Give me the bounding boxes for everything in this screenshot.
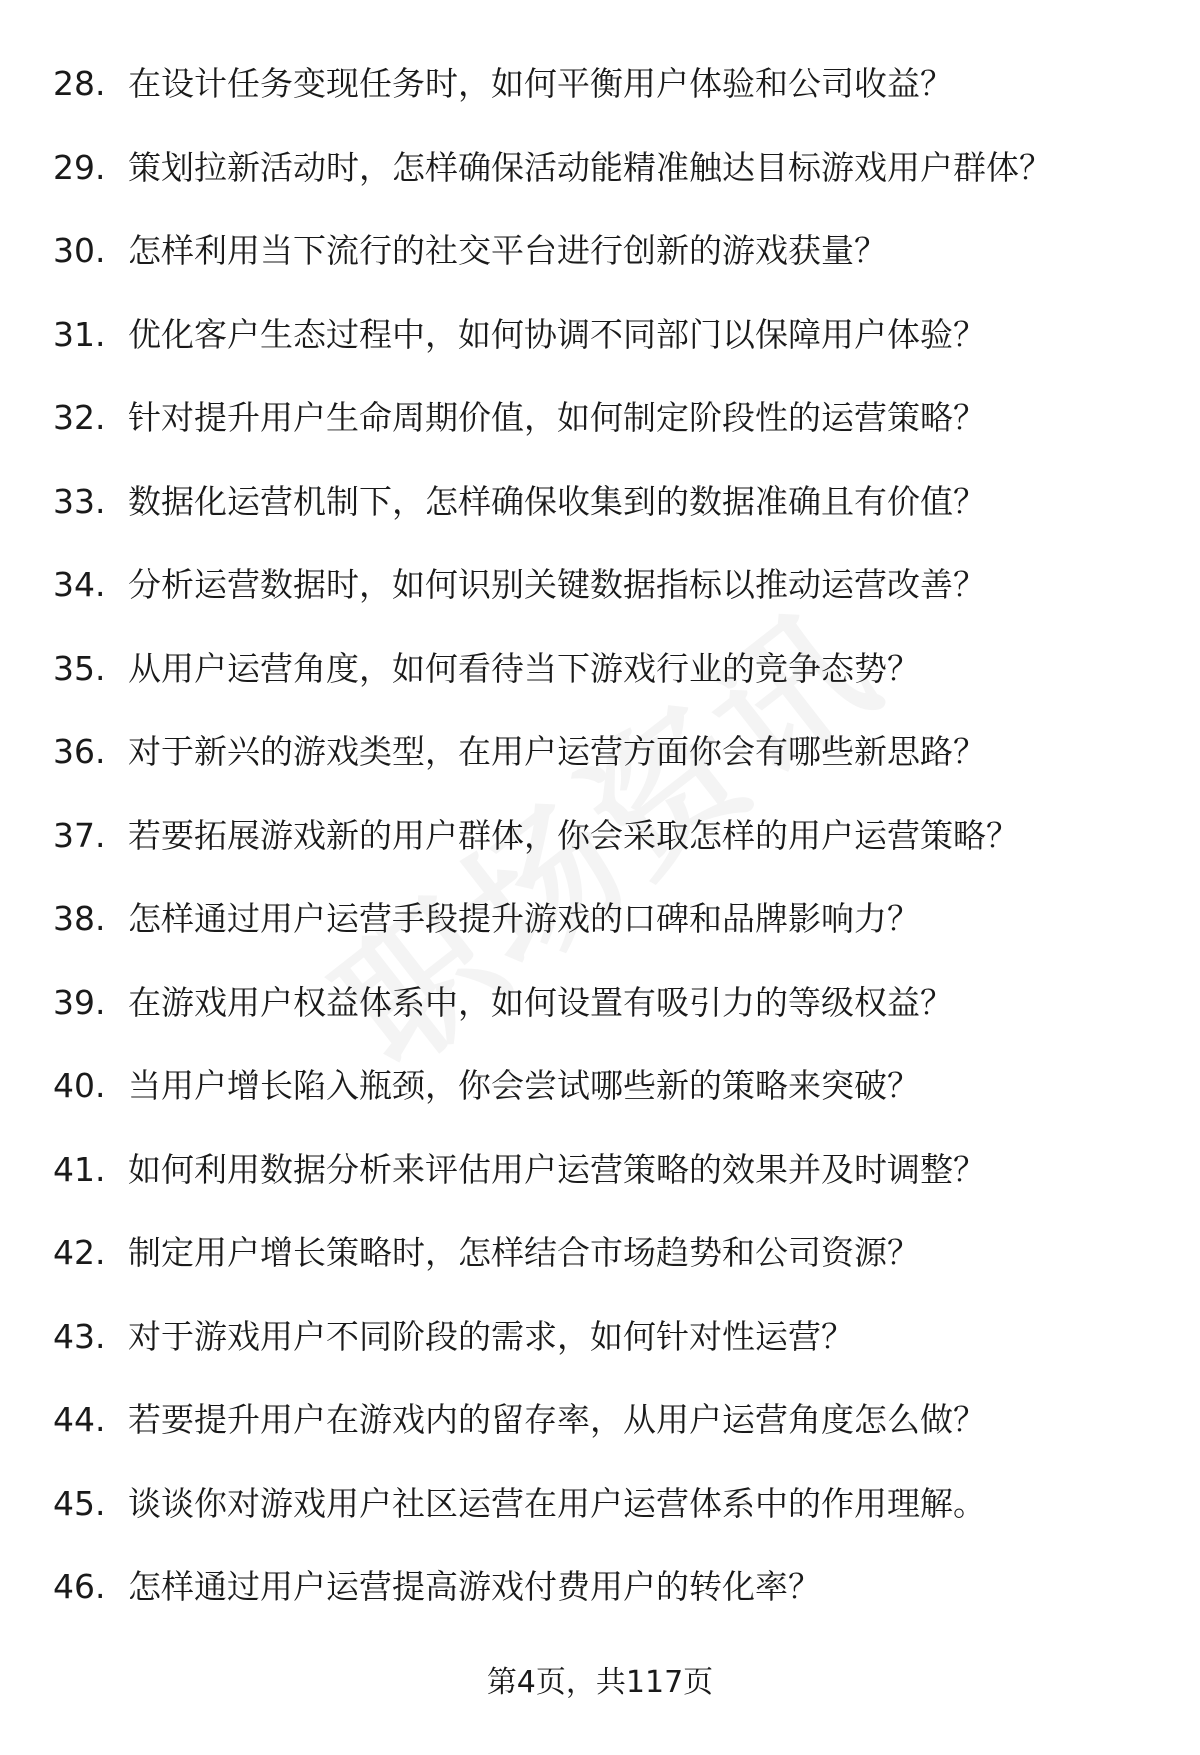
question-text: 从用户运营角度，如何看待当下游戏行业的竞争态势？: [128, 648, 920, 688]
question-text: 怎样通过用户运营手段提升游戏的口碑和品牌影响力？: [128, 899, 920, 938]
question-number: 33.: [53, 481, 106, 521]
question-text: 当用户增长陷入瓶颈，你会尝试哪些新的策略来突破？: [128, 1066, 920, 1105]
question-text: 若要拓展游戏新的用户群体，你会采取怎样的用户运营策略？: [128, 815, 1019, 855]
question-number: 28.: [53, 64, 106, 103]
list-item: [0, 556, 1200, 640]
list-item: [0, 1391, 1200, 1475]
question-number: 38.: [53, 899, 106, 938]
list-item: [0, 389, 1200, 473]
question-text: 优化客户生态过程中，如何协调不同部门以保障用户体验？: [128, 314, 986, 354]
list-item: [0, 1057, 1200, 1141]
question-text: 策划拉新活动时，怎样确保活动能精准触达目标游戏用户群体？: [128, 147, 1052, 187]
question-text: 分析运营数据时，如何识别关键数据指标以推动运营改善？: [128, 565, 986, 604]
list-item: [0, 306, 1200, 390]
list-item: [0, 473, 1200, 557]
question-number: 44.: [53, 1400, 106, 1439]
question-text: 在设计任务变现任务时，如何平衡用户体验和公司收益？: [128, 64, 953, 103]
question-text: 怎样通过用户运营提高游戏付费用户的转化率？: [128, 1567, 821, 1606]
question-number: 36.: [53, 732, 106, 771]
page-number-label: 第4页，共117页: [486, 1665, 714, 1700]
question-number: 31.: [53, 314, 106, 354]
question-number: 34.: [53, 565, 106, 604]
question-number: 37.: [53, 815, 106, 855]
list-item: [0, 807, 1200, 891]
question-text: 制定用户增长策略时，怎样结合市场趋势和公司资源？: [128, 1233, 920, 1272]
question-number: 41.: [53, 1149, 106, 1189]
list-item: [0, 1475, 1200, 1559]
question-number: 45.: [53, 1483, 106, 1523]
question-text: 如何利用数据分析来评估用户运营策略的效果并及时调整？: [128, 1149, 986, 1189]
question-number: 40.: [53, 1066, 106, 1105]
question-text: 针对提升用户生命周期价值，如何制定阶段性的运营策略？: [128, 398, 986, 437]
list-item: [0, 1224, 1200, 1308]
list-item: [0, 890, 1200, 974]
list-item: [0, 139, 1200, 223]
question-number: 42.: [53, 1233, 106, 1272]
list-item: [0, 222, 1200, 306]
question-number: 35.: [53, 648, 106, 688]
question-number: 39.: [53, 982, 106, 1022]
question-text: 若要提升用户在游戏内的留存率，从用户运营角度怎么做？: [128, 1400, 986, 1439]
list-item: [0, 1141, 1200, 1225]
question-text: 谈谈你对游戏用户社区运营在用户运营体系中的作用理解。: [128, 1483, 986, 1523]
question-list: [0, 55, 1200, 1642]
question-text: 对于新兴的游戏类型，在用户运营方面你会有哪些新思路？: [128, 732, 986, 771]
question-number: 30.: [53, 231, 106, 270]
page-footer: [0, 1665, 1200, 1701]
question-text: 在游戏用户权益体系中，如何设置有吸引力的等级权益？: [128, 982, 953, 1022]
list-item: [0, 1558, 1200, 1642]
list-item: [0, 640, 1200, 724]
question-text: 数据化运营机制下，怎样确保收集到的数据准确且有价值？: [128, 481, 986, 521]
list-item: [0, 1308, 1200, 1392]
question-number: 32.: [53, 398, 106, 437]
question-text: 对于游戏用户不同阶段的需求，如何针对性运营？: [128, 1316, 854, 1356]
question-text: 怎样利用当下流行的社交平台进行创新的游戏获量？: [128, 231, 887, 270]
question-number: 46.: [53, 1567, 106, 1606]
question-number: 29.: [53, 147, 106, 187]
list-item: [0, 723, 1200, 807]
question-number: 43.: [53, 1316, 106, 1356]
list-item: [0, 974, 1200, 1058]
list-item: [0, 55, 1200, 139]
